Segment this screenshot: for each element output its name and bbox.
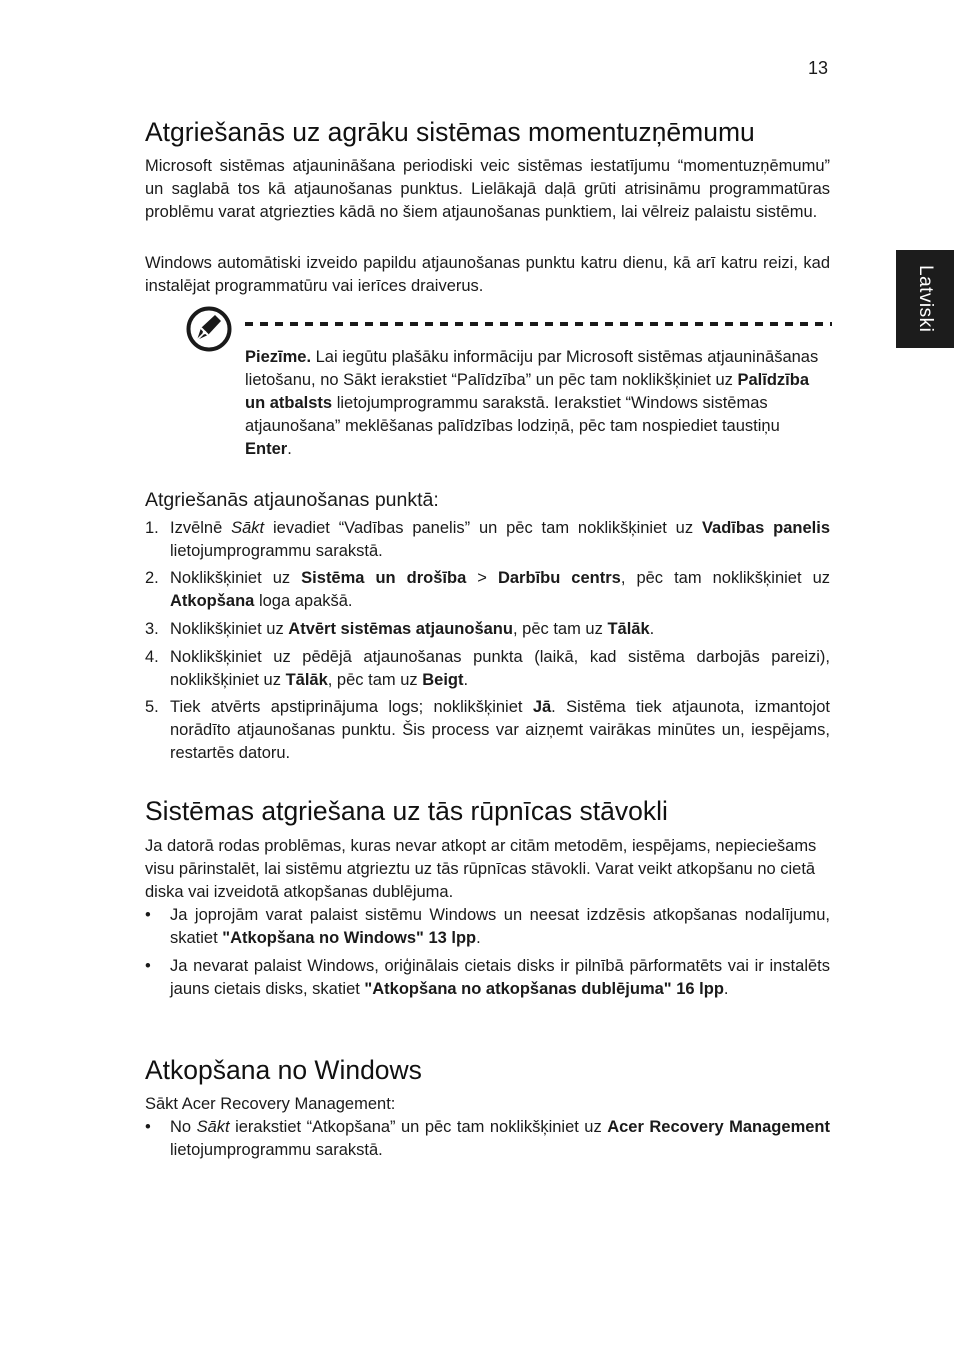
- note-dotted-rule: [245, 322, 832, 326]
- factory-reset-paragraph: Ja datorā rodas problēmas, kuras nevar atkopt ar citām metodēm, iespējams, nepieciešams visu pārinstalēt, lai sistēmu atgrieztu uz tās rūpnīcas stāvokli. Varat veikt atkopšanu no cietā diska vai izveidotā atkopšanas dublējuma.: [145, 837, 817, 901]
- list-item: • Ja nevarat palaist Windows, oriģinālais cietais disks ir pilnībā pārformatēts vai ir instalēts jauns cietais disks, skatiet "Atkopšana no atkopšanas dublējuma" 16 lpp.: [145, 957, 830, 998]
- language-side-tab: [896, 250, 954, 348]
- restore-daily-paragraph: Windows automātiski izveido papildu atjaunošanas punktu katru dienu, kā arī katru reizi, kad instalējat programmatūru vai ierīces draiverus.: [145, 254, 830, 295]
- list-item: • Ja joprojām varat palaist sistēmu Windows un neesat izdzēsis atkopšanas nodalījumu, skatiet "Atkopšana no Windows" 13 lpp.: [145, 906, 830, 947]
- list-item: 2. Noklikšķiniet uz Sistēma un drošība > Darbību centrs, pēc tam noklikšķiniet uz Atkopšana loga apakšā.: [145, 569, 830, 610]
- list-item: 3. Noklikšķiniet uz Atvērt sistēmas atjaunošanu, pēc tam uz Tālāk.: [145, 620, 655, 638]
- list-item: 1. Izvēlnē Sākt ievadiet “Vadības panelis” un pēc tam noklikšķiniet uz Vadības panelis lietojumprogrammu sarakstā.: [145, 519, 830, 560]
- list-item: 4. Noklikšķiniet uz pēdējā atjaunošanas punkta (laikā, kad sistēma darbojās pareizi), noklikšķiniet uz Tālāk, pēc tam uz Beigt.: [145, 648, 830, 689]
- page-number: 13: [808, 58, 829, 78]
- note-label: Piezīme.: [245, 348, 312, 366]
- note-pen-icon: [185, 306, 233, 352]
- section-title-restore-snapshot: Atgriešanās uz agrāku sistēmas momentuzņēmumu: [145, 117, 755, 147]
- note-text: Piezīme. Lai iegūtu plašāku informāciju par Microsoft sistēmas atjaunināšanas lietošanu, no Sākt ierakstiet “Palīdzība” un pēc tam noklikšķiniet uz Palīdzība un atbalsts lietojumprogrammu sarakstā. Ierakstiet “Windows sistēmas atjaunošana” meklēšanas palīdzības lodziņā, pēc tam nospiediet taustiņu Enter.: [245, 348, 819, 458]
- list-item: • No Sākt ierakstiet “Atkopšana” un pēc tam noklikšķiniet uz Acer Recovery Management lietojumprogrammu sarakstā.: [145, 1118, 830, 1159]
- section-title-recovery-windows: Atkopšana no Windows: [145, 1055, 422, 1085]
- side-tab-label: Latviski: [915, 265, 936, 333]
- restore-intro-paragraph: Microsoft sistēmas atjaunināšana periodiski veic sistēmas iestatījumu “momentuzņēmumu” un saglabā tos kā atjaunošanas punktus. Lielākajā daļā grūti atrisināmu programmatūras problēmu varat atgriezties kādā no šiem atjaunošanas punktiem, lai vēlreiz palaistu sistēmu.: [145, 157, 830, 221]
- recovery-intro-line: Sākt Acer Recovery Management:: [145, 1095, 396, 1113]
- list-item: 5. Tiek atvērts apstiprinājuma logs; noklikšķiniet Jā. Sistēma tiek atjaunota, izmantojot norādīto atjaunošanas punktu. Šis process var aizņemt vairākas minūtes un, iespējams, restartēs datoru.: [145, 698, 831, 762]
- section-title-factory-reset: Sistēmas atgriešana uz tās rūpnīcas stāvokli: [145, 796, 668, 826]
- restore-steps-heading: Atgriešanās atjaunošanas punktā:: [145, 489, 439, 511]
